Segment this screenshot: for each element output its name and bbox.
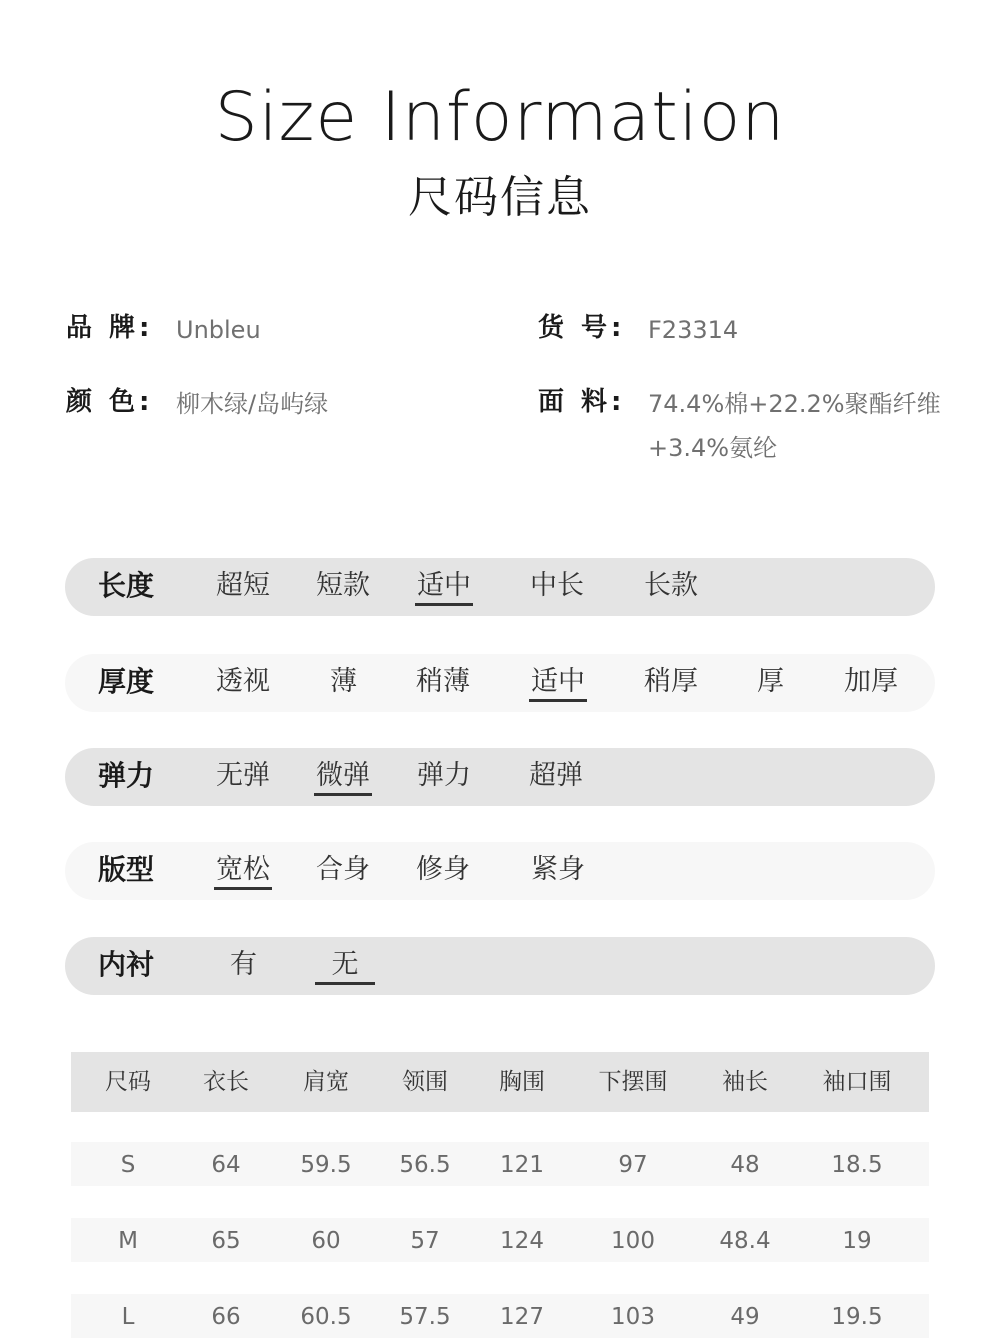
option-item: 薄 xyxy=(330,666,357,697)
table-cell: 60 xyxy=(311,1228,341,1254)
option-item-selected: 适中 xyxy=(417,558,471,614)
size-table-header xyxy=(71,1052,929,1112)
table-cell: 60.5 xyxy=(300,1304,352,1330)
table-cell: 48 xyxy=(730,1152,760,1178)
table-cell: M xyxy=(118,1228,138,1254)
table-cell: 66 xyxy=(211,1304,241,1330)
brand-label: 品 牌: xyxy=(66,313,154,343)
page-title-cn: 尺码信息 xyxy=(408,172,592,223)
table-header-cell: 袖口围 xyxy=(822,1069,892,1095)
attribute-label: 版型 xyxy=(98,853,155,886)
table-cell: 100 xyxy=(611,1228,655,1254)
code-value: F23314 xyxy=(648,316,739,344)
option-item: 稍薄 xyxy=(416,666,470,697)
table-header-cell: 衣长 xyxy=(203,1069,249,1095)
attribute-label: 弹力 xyxy=(98,759,155,792)
color-value: 柳木绿/岛屿绿 xyxy=(176,390,329,418)
option-item: 短款 xyxy=(316,570,370,601)
code-label: 货 号: xyxy=(538,313,626,343)
table-cell: 49 xyxy=(730,1304,760,1330)
table-cell: 97 xyxy=(618,1152,648,1178)
table-cell: L xyxy=(121,1304,135,1330)
table-cell: 59.5 xyxy=(300,1152,352,1178)
option-item: 合身 xyxy=(316,854,370,885)
option-item: 修身 xyxy=(416,854,470,885)
attribute-lining xyxy=(65,937,935,995)
option-item: 加厚 xyxy=(844,666,898,697)
option-item-selected: 宽松 xyxy=(216,842,270,898)
table-cell: 57 xyxy=(410,1228,440,1254)
page-title-en: Size Information xyxy=(214,78,786,157)
attribute-label: 内衬 xyxy=(98,948,155,981)
table-cell: 64 xyxy=(211,1152,241,1178)
table-cell: 103 xyxy=(611,1304,655,1330)
option-item: 超短 xyxy=(216,570,270,601)
option-item: 稍厚 xyxy=(644,666,698,697)
option-item: 超弹 xyxy=(529,760,583,791)
attribute-elasticity xyxy=(65,748,935,806)
attribute-fit xyxy=(65,842,935,900)
option-item: 厚 xyxy=(757,666,784,697)
table-cell: 48.4 xyxy=(719,1228,771,1254)
fabric-label: 面 料: xyxy=(538,387,626,417)
attribute-thickness xyxy=(65,654,935,712)
option-item: 长款 xyxy=(644,570,698,601)
table-cell: 19 xyxy=(842,1228,872,1254)
option-item: 无弹 xyxy=(216,760,270,791)
table-cell: 19.5 xyxy=(831,1304,883,1330)
attribute-length xyxy=(65,558,935,616)
table-cell: 65 xyxy=(211,1228,241,1254)
table-cell: 57.5 xyxy=(399,1304,451,1330)
fabric-value-line2: +3.4%氨纶 xyxy=(648,434,778,462)
table-header-cell: 胸围 xyxy=(499,1069,545,1095)
table-cell: 121 xyxy=(500,1152,544,1178)
option-item-selected: 无 xyxy=(317,937,373,993)
table-cell: 18.5 xyxy=(831,1152,883,1178)
table-row xyxy=(71,1218,929,1262)
table-header-cell: 尺码 xyxy=(105,1069,151,1095)
attribute-label: 厚度 xyxy=(98,665,155,698)
option-item: 有 xyxy=(230,949,257,980)
table-cell: 56.5 xyxy=(399,1152,451,1178)
option-item-selected: 微弹 xyxy=(316,748,370,804)
fabric-value-line1: 74.4%棉+22.2%聚酯纤维 xyxy=(648,390,941,418)
color-label: 颜 色: xyxy=(66,387,154,417)
table-header-cell: 袖长 xyxy=(722,1069,768,1095)
option-item: 中长 xyxy=(530,570,584,601)
table-row xyxy=(71,1294,929,1338)
option-item: 透视 xyxy=(216,666,270,697)
table-header-cell: 领围 xyxy=(402,1069,448,1095)
brand-value: Unbleu xyxy=(176,316,261,344)
attribute-label: 长度 xyxy=(98,569,155,602)
table-header-cell: 下摆围 xyxy=(598,1069,668,1095)
table-cell: S xyxy=(120,1152,136,1178)
table-cell: 124 xyxy=(500,1228,544,1254)
table-cell: 127 xyxy=(500,1304,544,1330)
option-item: 紧身 xyxy=(531,854,585,885)
table-header-cell: 肩宽 xyxy=(303,1069,349,1095)
table-row xyxy=(71,1142,929,1186)
option-item-selected: 适中 xyxy=(531,654,585,710)
option-item: 弹力 xyxy=(417,760,471,791)
